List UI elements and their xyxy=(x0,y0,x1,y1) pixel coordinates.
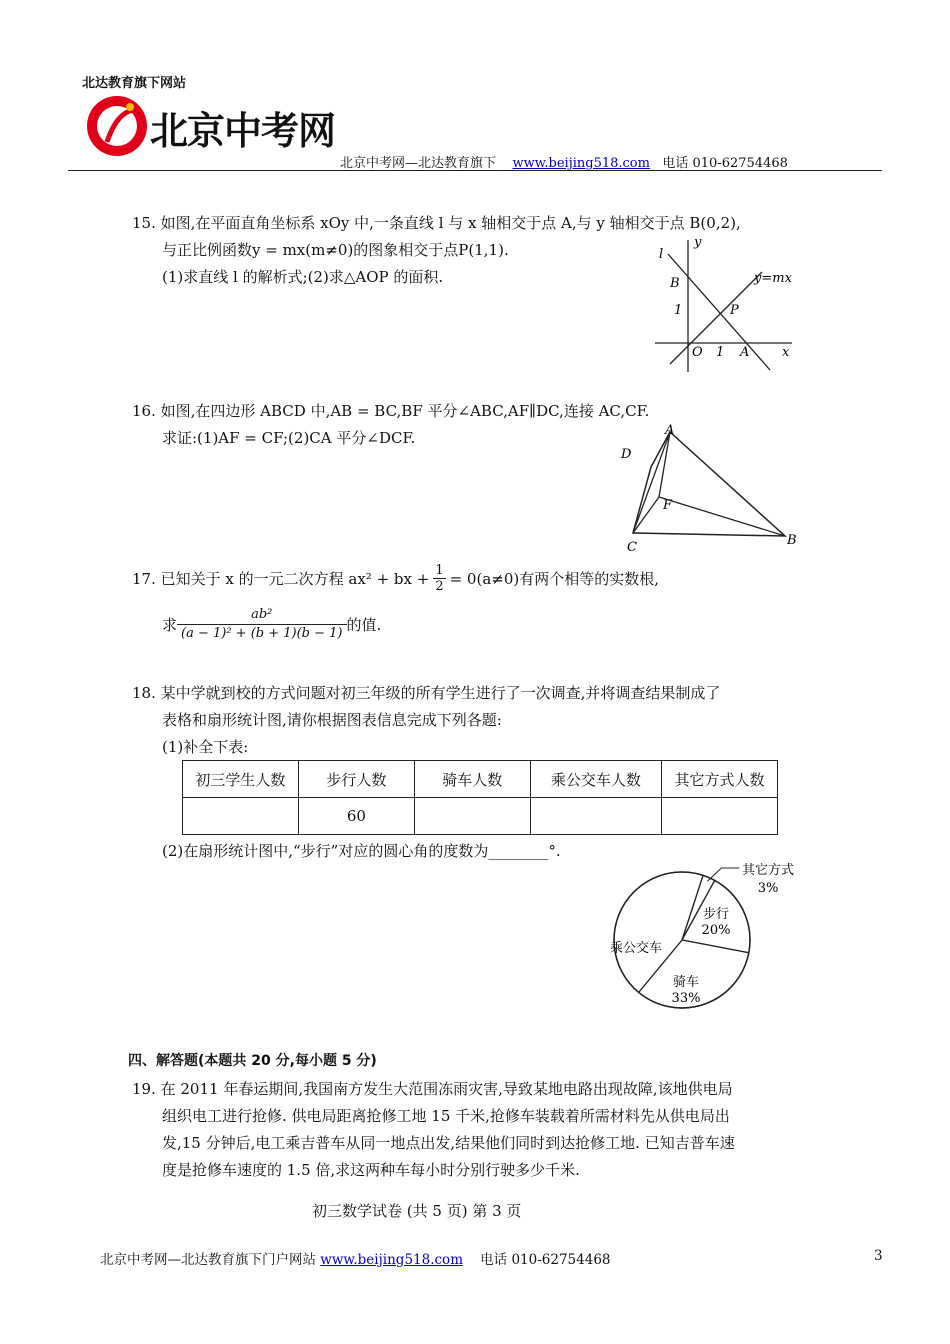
label-ymx: y=mx xyxy=(754,271,792,286)
table-header: 乘公交车人数 xyxy=(530,761,661,798)
q19-line2: 组织电工进行抢修. 供电局距离抢修工地 15 千米,抢修车装载着所需材料先从供电局出 xyxy=(162,1107,730,1125)
exam-page-footer: 初三数学试卷 (共 5 页) 第 3 页 xyxy=(312,1202,522,1220)
pie-label: 步行 xyxy=(702,907,730,922)
table-header: 初三学生人数 xyxy=(183,761,299,798)
quad-ABCD xyxy=(633,432,785,536)
table-cell xyxy=(530,798,661,835)
site-owner-text: 北达教育旗下网站 xyxy=(82,76,187,91)
label-x: x xyxy=(782,345,790,360)
q17-prefix: 17. 已知关于 x 的一元二次方程 ax² + bx + xyxy=(132,569,430,588)
q18-part1: (1)补全下表: xyxy=(162,738,249,756)
header-url-link[interactable]: www.beijing518.com xyxy=(512,156,650,171)
label-A: A xyxy=(740,345,750,360)
pie-label: 乘公交车 xyxy=(609,941,663,956)
survey-table xyxy=(182,760,778,835)
q17-num: ab² xyxy=(177,606,346,625)
label-l: l xyxy=(659,247,664,262)
label-y: y xyxy=(694,235,702,250)
q17-frac-den: 2 xyxy=(435,579,444,594)
label-A: A xyxy=(665,423,675,438)
q17-fraction xyxy=(433,563,445,594)
label-P: P xyxy=(730,303,739,318)
footer-url-link[interactable]: www.beijing518.com xyxy=(320,1252,463,1268)
pie-value-label: 20% xyxy=(701,923,731,938)
q15-figure xyxy=(650,232,800,377)
table-cell xyxy=(414,798,530,835)
q16-line1: 16. 如图,在四边形 ABCD 中,AB = BC,BF 平分∠ABC,AF∥DC,连接 AC,CF. xyxy=(132,402,650,420)
q19-line4: 度是抢修车速度的 1.5 倍,求这两种车每小时分别行驶多少千米. xyxy=(162,1161,580,1179)
q17-ask-prefix: 求 xyxy=(162,615,178,634)
pie-value-label: 3% xyxy=(757,881,779,896)
table-cell xyxy=(183,798,299,835)
table-cell xyxy=(662,798,778,835)
q15-line1: 15. 如图,在平面直角坐标系 xOy 中,一条直线 l 与 x 轴相交于点 A,与 y 轴相交于点 B(0,2), xyxy=(132,214,741,232)
table-header: 其它方式人数 xyxy=(662,761,778,798)
q17-expression xyxy=(181,606,342,643)
header-phone: 电话 010-62754468 xyxy=(662,156,788,171)
q17-ask-suffix: 的值. xyxy=(346,615,382,634)
footer-phone: 电话 010-62754468 xyxy=(480,1252,611,1268)
label-B: B xyxy=(787,533,797,548)
section4-title: 四、解答题(本题共 20 分,每小题 5 分) xyxy=(128,1053,377,1069)
header-rule xyxy=(68,170,882,171)
page-number: 3 xyxy=(874,1248,883,1264)
footer-text: 北京中考网—北达教育旗下门户网站 xyxy=(100,1252,316,1268)
seg-CF xyxy=(633,497,659,533)
q17-line1 xyxy=(132,563,659,594)
pie-label: 骑车 xyxy=(672,975,700,990)
q17-den: (a − 1)² + (b + 1)(b − 1) xyxy=(181,626,343,641)
q16-line2: 求证:(1)AF = CF;(2)CA 平分∠DCF. xyxy=(162,429,416,447)
label-C: C xyxy=(627,540,637,555)
pie-label: 其它方式 xyxy=(741,863,795,878)
q19-line1: 19. 在 2011 年春运期间,我国南方发生大范围冻雨灾害,导致某地电路出现故障,该地供电局 xyxy=(132,1080,733,1098)
q18-line1: 18. 某中学就到校的方式问题对初三年级的所有学生进行了一次调查,并将调查结果制成了 xyxy=(132,684,721,702)
q17-line2 xyxy=(162,606,381,643)
seg-AC xyxy=(633,432,670,533)
label-O: O xyxy=(692,345,703,360)
table-header-row xyxy=(183,761,778,798)
footer xyxy=(100,1248,611,1268)
table-header: 步行人数 xyxy=(298,761,414,798)
header-line xyxy=(340,152,788,171)
q18-line2: 表格和扇形统计图,请你根据图表信息完成下列各题: xyxy=(162,711,502,729)
q17-frac-num: 1 xyxy=(435,563,444,578)
table-row xyxy=(183,798,778,835)
q15-line3: (1)求直线 l 的解析式;(2)求△AOP 的面积. xyxy=(162,268,444,286)
q16-figure xyxy=(615,420,805,560)
pie-chart xyxy=(592,860,812,1015)
table-cell: 60 xyxy=(298,798,414,835)
table-header: 骑车人数 xyxy=(414,761,530,798)
q17-suffix: = 0(a≠0)有两个相等的实数根, xyxy=(449,569,660,588)
q19-line3: 发,15 分钟后,电工乘吉普车从同一地点出发,结果他们同时到达抢修工地. 已知吉普车速 xyxy=(162,1134,735,1152)
label-B: B xyxy=(670,276,680,291)
label-D: D xyxy=(621,447,632,462)
logo-text: 北京中考网 xyxy=(150,109,336,153)
label-1-x: 1 xyxy=(716,345,725,360)
seg-BF xyxy=(659,497,785,536)
q15-line2: 与正比例函数y = mx(m≠0)的图象相交于点P(1,1). xyxy=(162,241,509,259)
pie-value-label: 33% xyxy=(671,991,701,1006)
q18-part2: (2)在扇形统计图中,“步行”对应的圆心角的度数为________°. xyxy=(162,842,561,860)
header-text: 北京中考网—北达教育旗下 xyxy=(340,156,497,171)
label-1-y: 1 xyxy=(674,303,683,318)
label-F: F xyxy=(663,498,673,513)
